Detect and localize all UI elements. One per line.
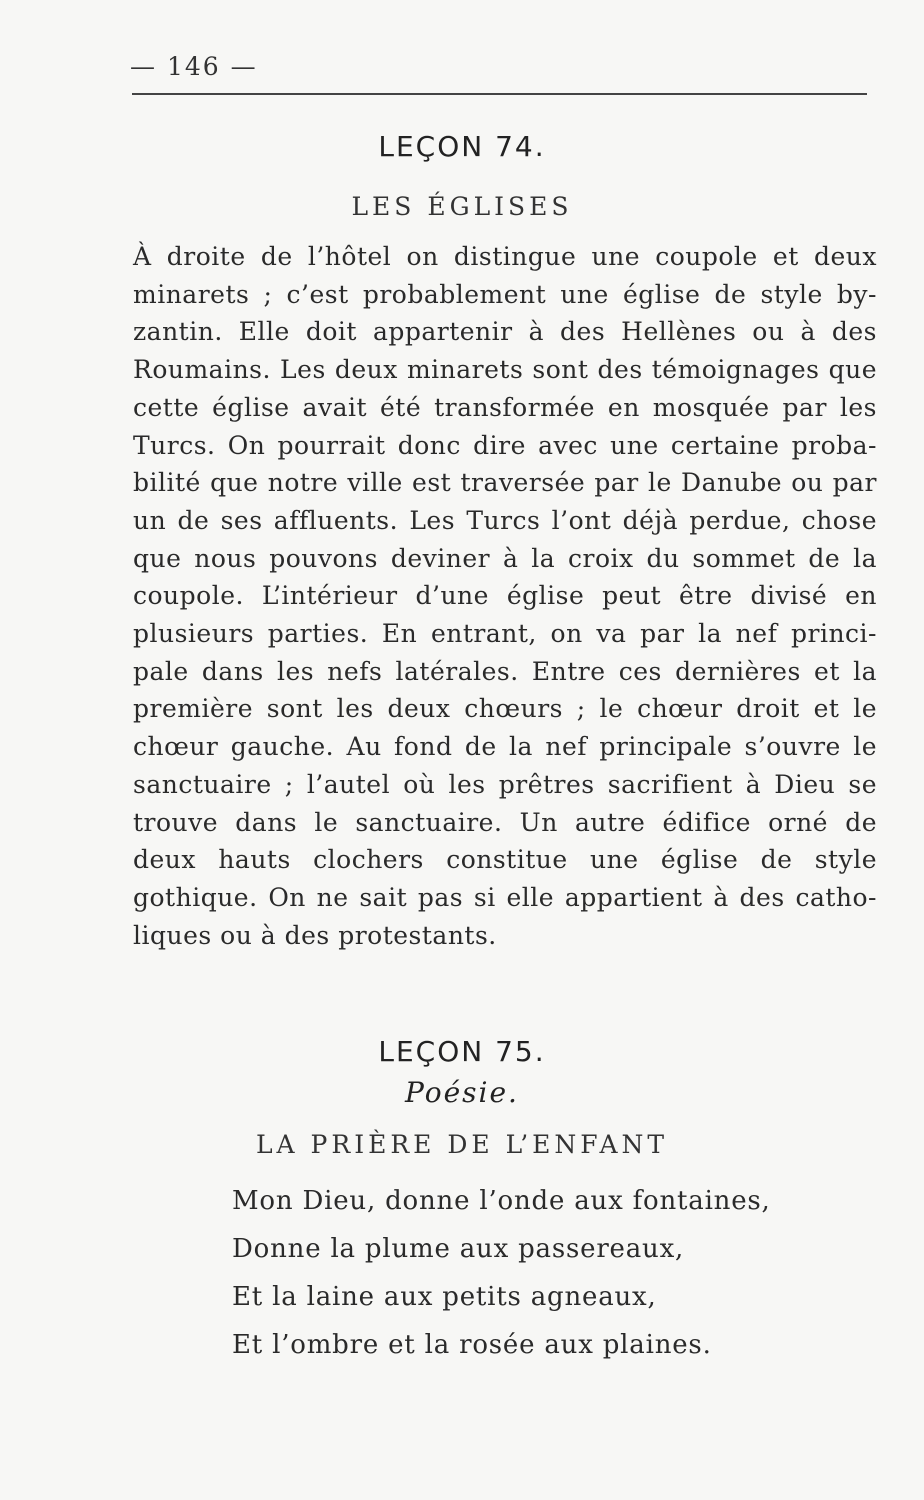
poem-verse: Et la laine aux petits agneaux, (232, 1282, 657, 1312)
text-line: coupole. L’intérieur d’une église peut être divisé en (133, 581, 877, 611)
poem-verse: Mon Dieu, donne l’onde aux fontaines, (232, 1186, 771, 1216)
text-line: un de ses affluents. Les Turcs l’ont déjà perdue, chose (133, 505, 877, 535)
lesson-75-title: LA PRIÈRE DE L’ENFANT (255, 1130, 669, 1159)
text-line: liques ou à des protestants. (133, 920, 497, 950)
text-line: cette église avait été transformée en mosquée par les (133, 392, 877, 422)
header-rule (132, 93, 867, 95)
lesson-75-heading: LEÇON 75. (378, 1035, 546, 1068)
text-line: Turcs. On pourrait donc dire avec une certaine proba- (133, 430, 877, 460)
poem-verse: Donne la plume aux passereaux, (232, 1234, 685, 1264)
lesson-74-heading: LEÇON 74. (378, 130, 546, 163)
poem (232, 1177, 771, 1369)
text-line: bilité que notre ville est traversée par le Danube ou par (133, 468, 877, 498)
lesson-75-subtitle: Poésie. (405, 1076, 519, 1109)
lesson-74-paragraph (133, 238, 877, 954)
text-line: minarets ; c’est probablement une église de style by- (133, 279, 877, 309)
lesson-74-title: LES ÉGLISES (351, 192, 573, 221)
text-line: que nous pouvons deviner à la croix du sommet de la (133, 543, 877, 573)
text-line: deux hauts clochers constitue une église de style (133, 845, 877, 875)
text-line: gothique. On ne sait pas si elle appartient à des catho- (133, 882, 877, 912)
text-line: pale dans les nefs latérales. Entre ces dernières et la (133, 656, 877, 686)
text-line: zantin. Elle doit appartenir à des Hellènes ou à des (133, 317, 877, 347)
text-line: sanctuaire ; l’autel où les prêtres sacrifient à Dieu se (133, 769, 877, 799)
text-line: première sont les deux chœurs ; le chœur droit et le (133, 694, 877, 724)
page-number: — 146 — (130, 52, 258, 81)
poem-verse: Et l’ombre et la rosée aux plaines. (232, 1330, 712, 1360)
text-line: trouve dans le sanctuaire. Un autre édifice orné de (133, 807, 877, 837)
text-line: chœur gauche. Au fond de la nef principale s’ouvre le (133, 732, 877, 762)
text-line: Roumains. Les deux minarets sont des témoignages que (133, 355, 877, 385)
text-line: À droite de l’hôtel on distingue une coupole et deux (133, 242, 877, 271)
text-line: plusieurs parties. En entrant, on va par la nef princi- (133, 619, 877, 649)
